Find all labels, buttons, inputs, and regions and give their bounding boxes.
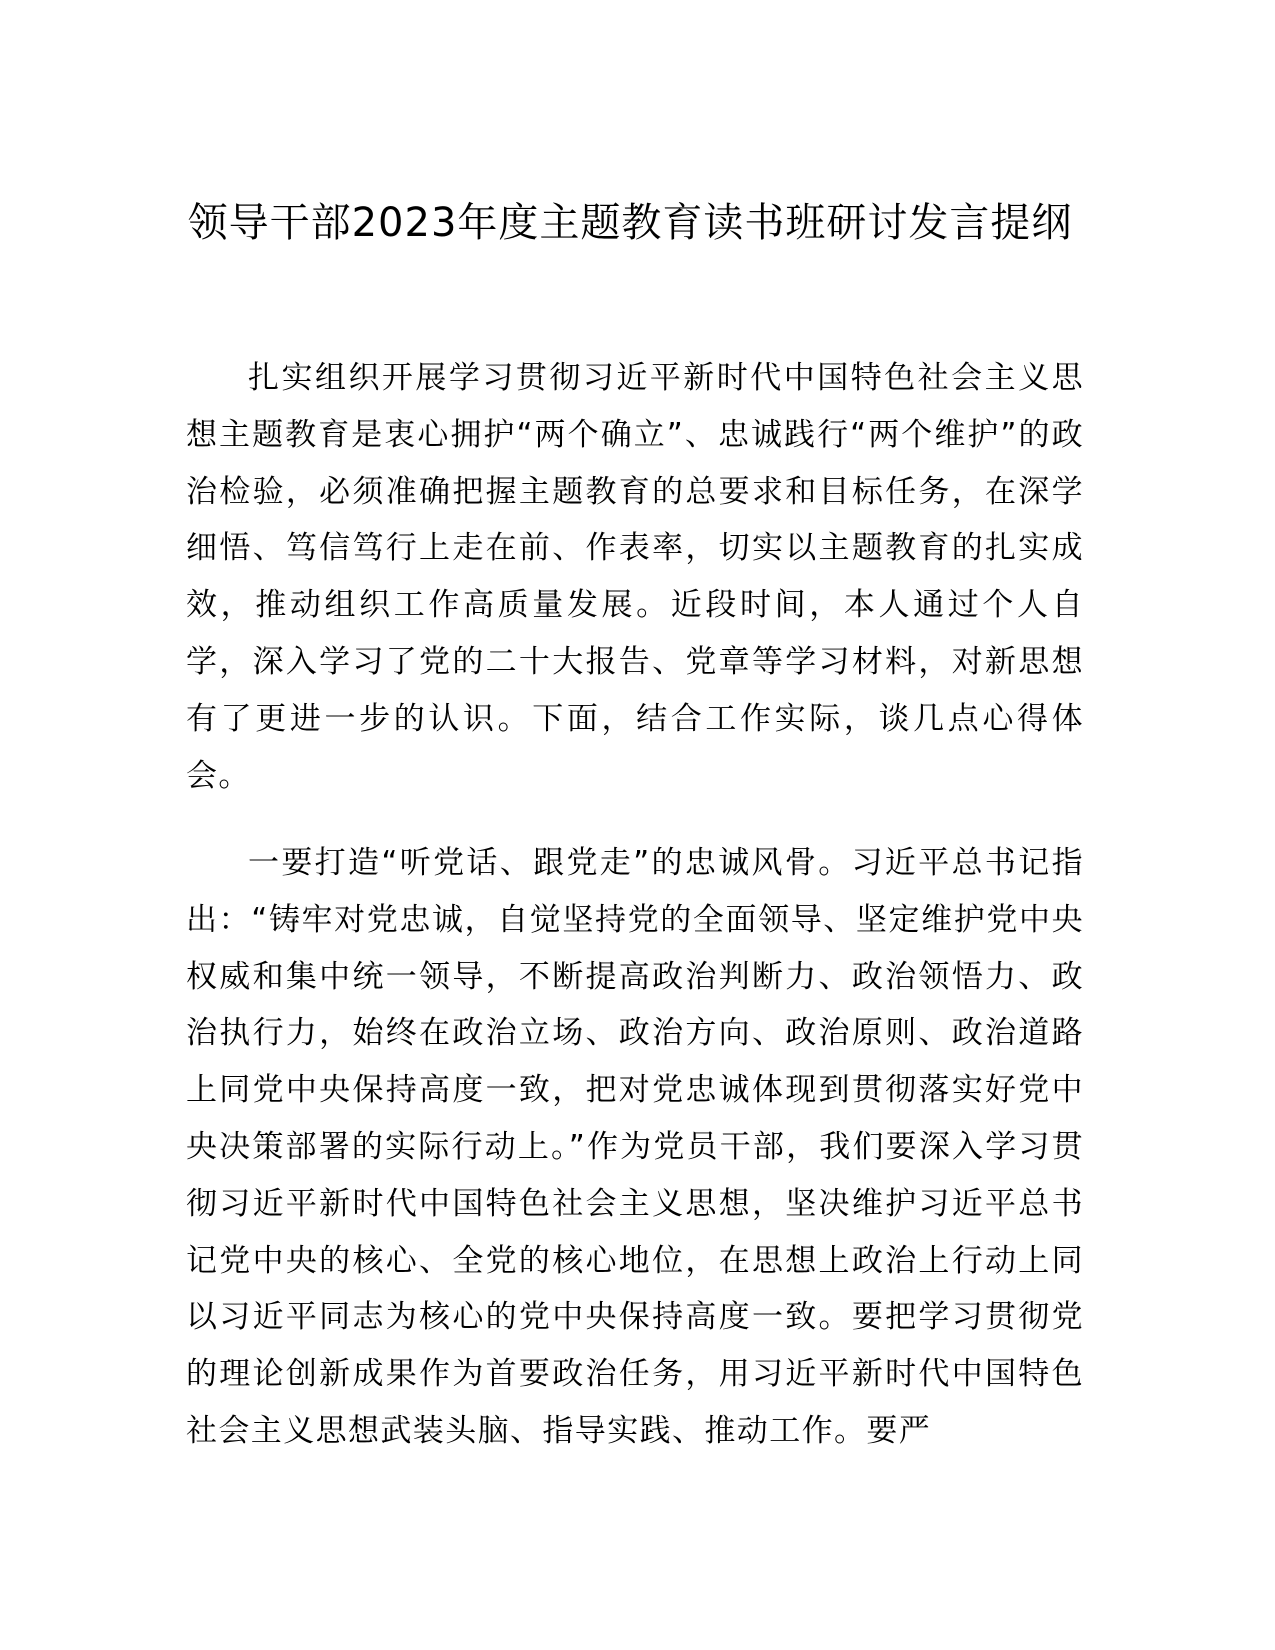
paragraph-loyalty: 一要打造“听党话、跟党走”的忠诚风骨。习近平总书记指出：“铸牢对党忠诚，自觉坚持党的全面领导、坚定维护党中央权威和集中统一领导，不断提高政治判断力、政治领悟力、政治执行力，始终在政治立场、政治方向、政治原则、政治道路上同党中央保持高度一致，把对党忠诚体现到贯彻落实好党中央决策部署的实际行动上。”作为党员干部，我们要深入学习贯彻习近平新时代中国特色社会主义思想，坚决维护习近平总书记党中央的核心、全党的核心地位，在思想上政治上行动上同以习近平同志为核心的党中央保持高度一致。要把学习贯彻党的理论创新成果作为首要政治任务，用习近平新时代中国特色社会主义思想武装头脑、指导实践、推动工作。要严 (186, 845, 1084, 1449)
document-title: 领导干部2023年度主题教育读书班研讨发言提纲 (187, 200, 1073, 246)
paragraph-intro: 扎实组织开展学习贯彻习近平新时代中国特色社会主义思想主题教育是衷心拥护“两个确立”、忠诚践行“两个维护”的政治检验，必须准确把握主题教育的总要求和目标任务，在深学细悟、笃信笃行上走在前、作表率，切实以主题教育的扎实成效，推动组织工作高质量发展。近段时间，本人通过个人自学，深入学习了党的二十大报告、党章等学习材料，对新思想有了更进一步的认识。下面，结合工作实际，谈几点心得体会。 (186, 360, 1084, 794)
